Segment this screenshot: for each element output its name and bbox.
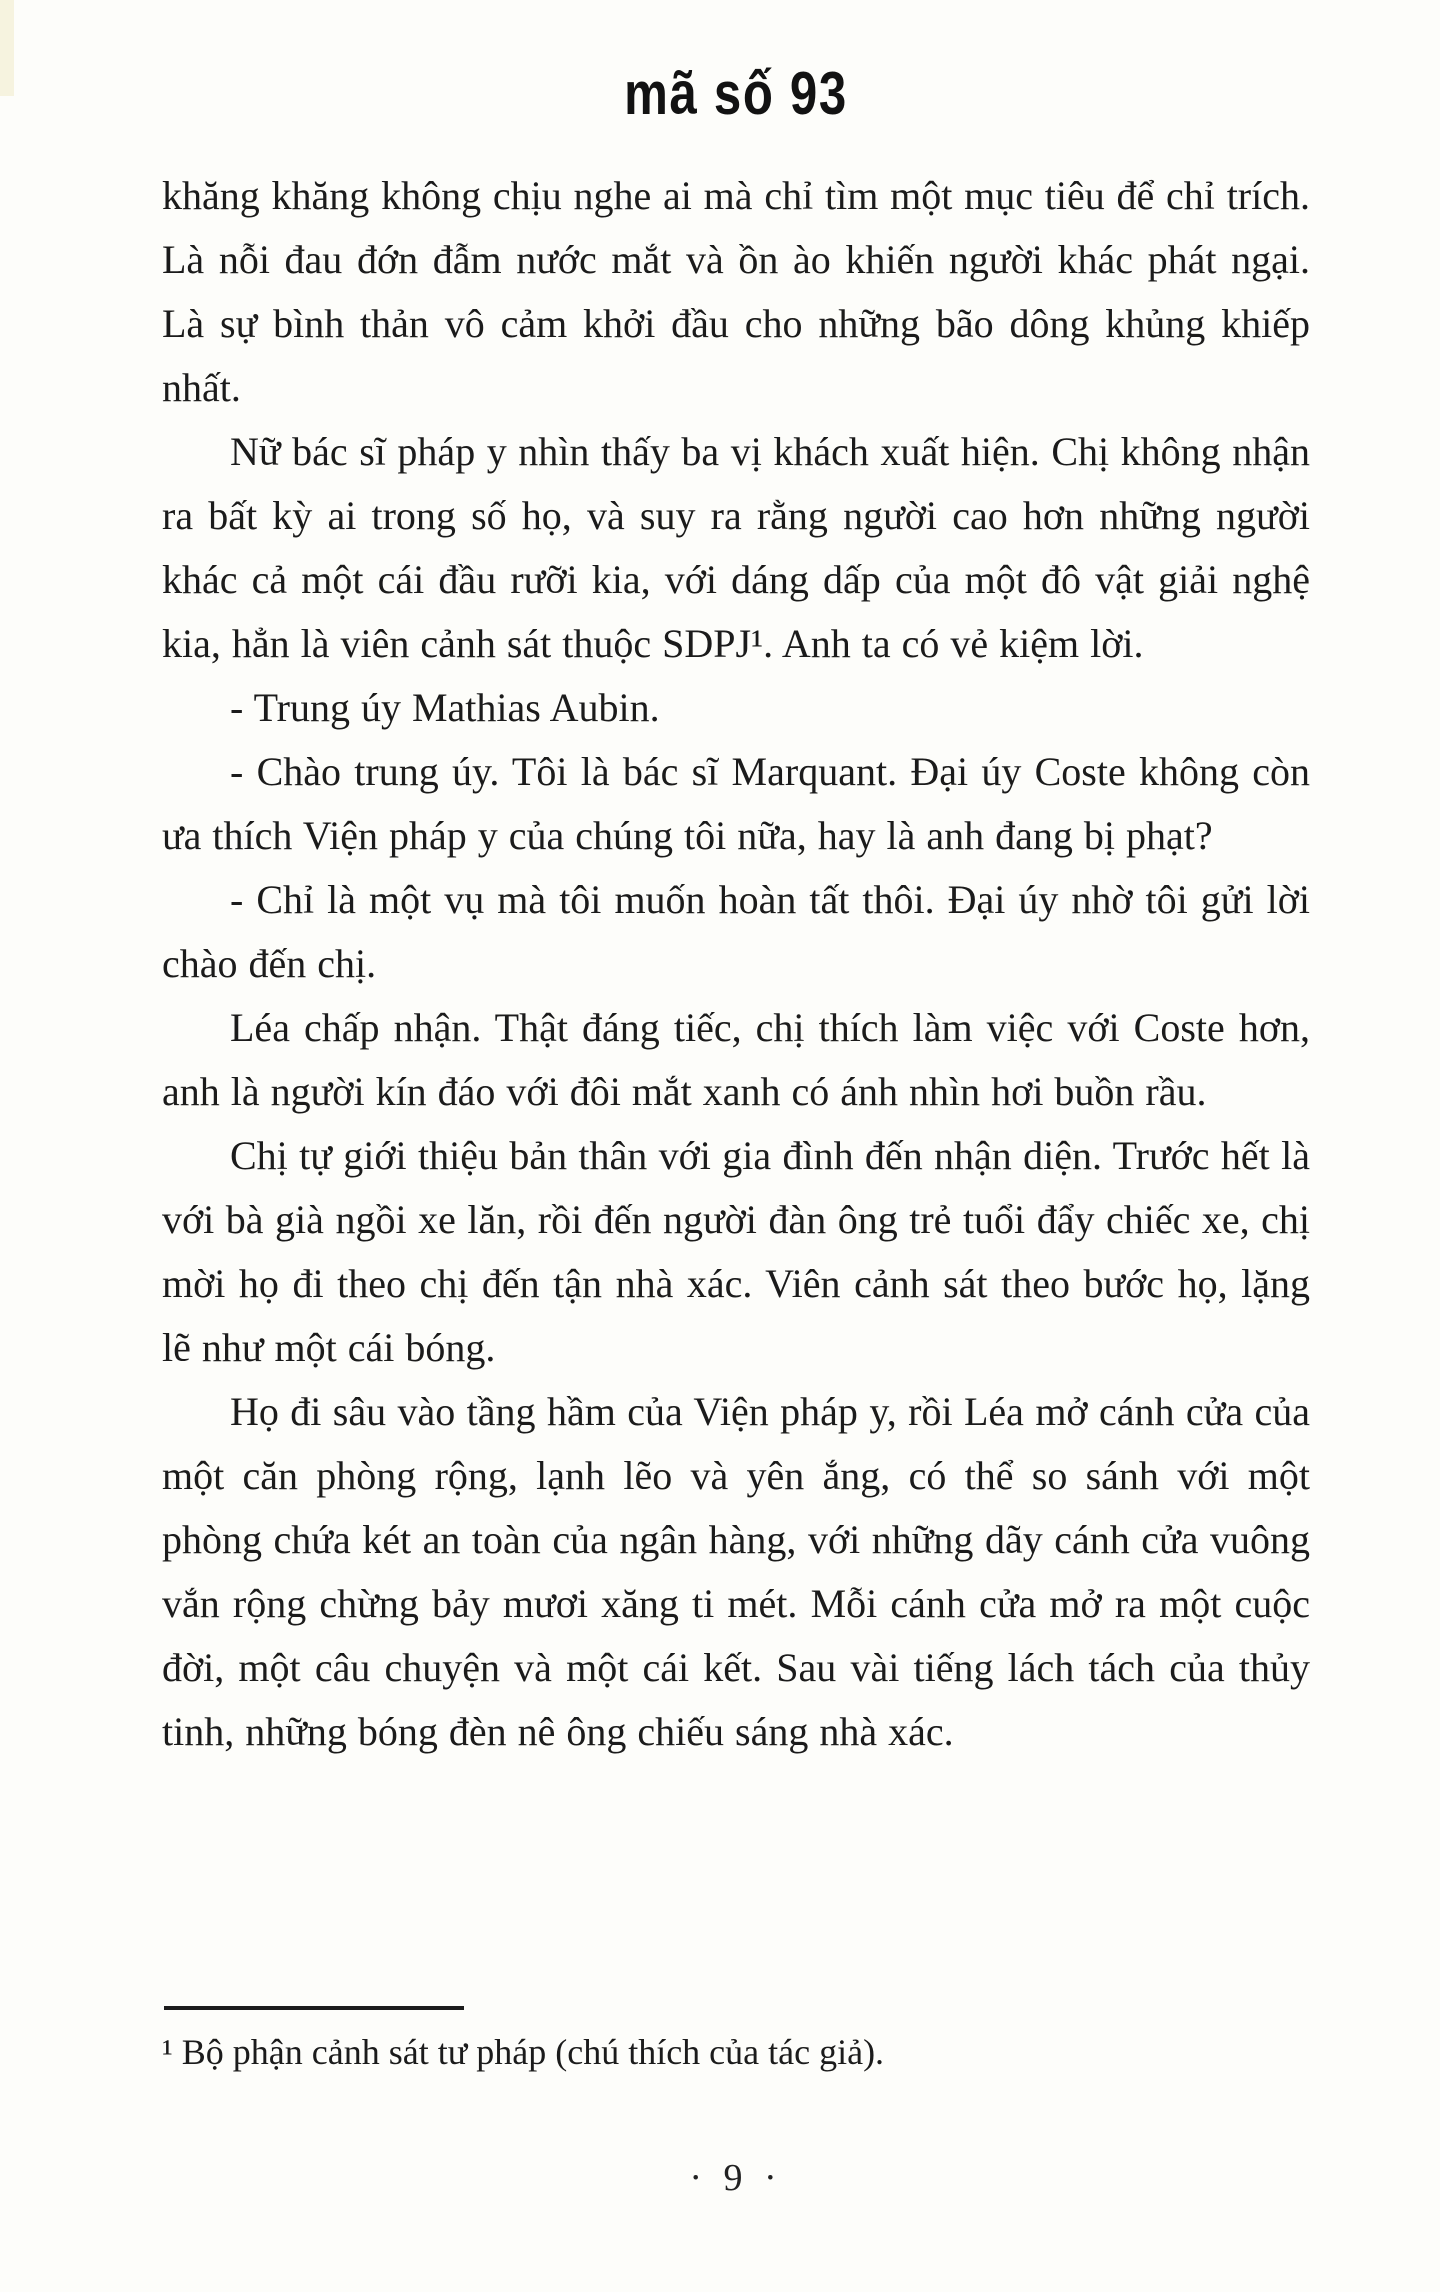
body-paragraph: Họ đi sâu vào tầng hầm của Viện pháp y, rồi Léa mở cánh cửa của một căn phòng rộng, lạnh lẽo và yên ắng, có thể so sánh với một phòng chứa két an toàn của ngân hàng, với những dãy cánh cửa vuông vắn rộng chừng bảy mươi xăng ti mét. Mỗi cánh cửa mở ra một cuộc đời, một câu chuyện và một cái kết. Sau vài tiếng lách tách của thủy tinh, những bóng đèn nê ông chiếu sáng nhà xác. [162, 1389, 1310, 1754]
body-paragraph: Chị tự giới thiệu bản thân với gia đình đến nhận diện. Trước hết là với bà già ngồi xe lăn, rồi đến người đàn ông trẻ tuổi đẩy chiếc xe, chị mời họ đi theo chị đến tận nhà xác. Viên cảnh sát theo bước họ, lặng lẽ như một cái bóng. [162, 1133, 1310, 1370]
body-paragraph: Nữ bác sĩ pháp y nhìn thấy ba vị khách xuất hiện. Chị không nhận ra bất kỳ ai trong số họ, và suy ra rằng người cao hơn những người khác cả một cái đầu rưỡi kia, với dáng dấp của một đô vật giải nghệ kia, hẳn là viên cảnh sát thuộc SDPJ¹. Anh ta có vẻ kiệm lời. [162, 429, 1310, 666]
scan-edge-artifact [0, 0, 14, 96]
footnote-rule [164, 2006, 464, 2010]
page-number: · 9 · [689, 2157, 783, 2199]
footnote [162, 2006, 1310, 2076]
page-title: mã số 93 [624, 60, 848, 127]
text-column [162, 60, 1310, 1764]
paragraphs-container [162, 164, 1310, 1764]
footnote-text: ¹ Bộ phận cảnh sát tư pháp (chú thích của tác giả). [162, 2032, 885, 2072]
dialogue-line: - Chào trung úy. Tôi là bác sĩ Marquant. Đại úy Coste không còn ưa thích Viện pháp y của chúng tôi nữa, hay là anh đang bị phạt? [162, 749, 1310, 858]
body-paragraph: khăng khăng không chịu nghe ai mà chỉ tìm một mục tiêu để chỉ trích. Là nỗi đau đớn đẫm nước mắt và ồn ào khiến người khác phát ngại. Là sự bình thản vô cảm khởi đầu cho những bão dông khủng khiếp nhất. [162, 173, 1310, 410]
dialogue-line: - Chỉ là một vụ mà tôi muốn hoàn tất thôi. Đại úy nhờ tôi gửi lời chào đến chị. [162, 877, 1310, 986]
dialogue-line: - Trung úy Mathias Aubin. [230, 685, 660, 730]
body-paragraph: Léa chấp nhận. Thật đáng tiếc, chị thích làm việc với Coste hơn, anh là người kín đáo với đôi mắt xanh có ánh nhìn hơi buồn rầu. [162, 1005, 1310, 1114]
